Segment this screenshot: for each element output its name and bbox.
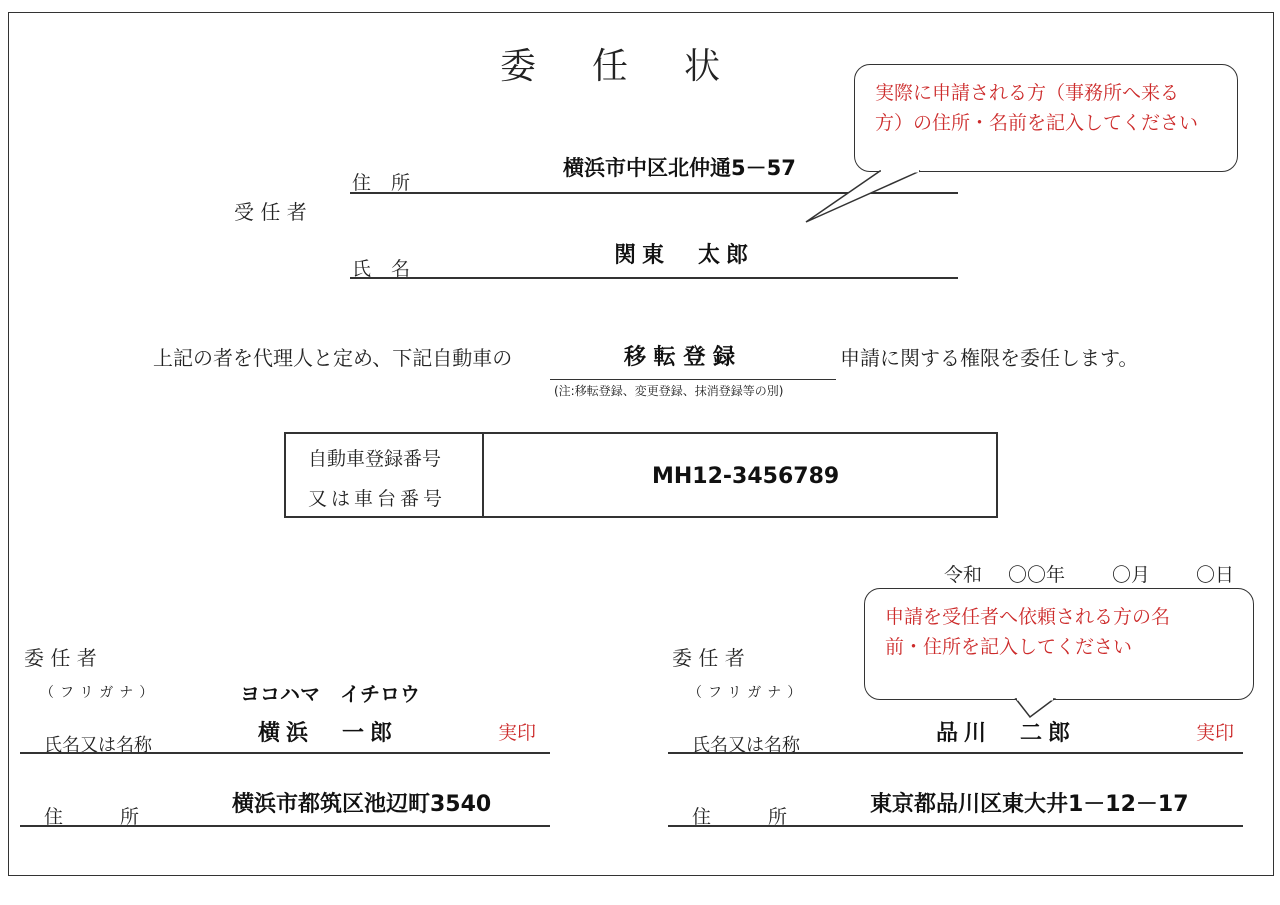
registration-type: 移 転 登 録	[624, 345, 735, 370]
principal-right-address-value: 東京都品川区東大井1－12－17	[870, 792, 1189, 817]
vehicle-label-line2: 又は車台番号	[308, 488, 447, 510]
title-char: 委	[499, 46, 536, 87]
vehicle-label-line1: 自動車登録番号	[308, 448, 442, 470]
callout-agent-line2: 方）の住所・名前を記入してください	[875, 112, 1199, 134]
registration-type-note: (注:移転登録、変更登録、抹消登録等の別)	[554, 384, 784, 398]
title-char: 任	[591, 46, 628, 87]
callout-agent-line1: 実際に申請される方（事務所へ来る	[875, 82, 1180, 104]
date-day: 〇日	[1196, 564, 1235, 586]
title-char: 状	[684, 46, 721, 87]
principal-right-furigana-label: （フリガナ）	[688, 685, 808, 701]
delegation-text-before: 上記の者を代理人と定め、下記自動車の	[153, 346, 513, 370]
vehicle-number-value: MH12-3456789	[652, 464, 840, 489]
principal-right-seal: 実印	[1196, 722, 1235, 744]
agent-address-value: 横浜市中区北仲通5－57	[563, 156, 796, 180]
principal-left-seal: 実印	[498, 722, 537, 744]
principal-right-name-value: 品川 二郎	[936, 721, 1077, 746]
agent-name-value: 関東 太郎	[614, 243, 755, 268]
principal-left-furigana-label: （フリガナ）	[40, 685, 160, 701]
principal-left-name-label: 氏名又は名称	[44, 735, 152, 756]
principal-left-furigana-value: ヨコハマ イチロウ	[240, 682, 420, 706]
callout-principal-line1: 申請を受任者へ依頼される方の名	[885, 606, 1171, 628]
agent-label: 受 任 者	[234, 200, 307, 224]
delegation-text-after: 申請に関する権限を委任します。	[840, 346, 1139, 370]
principal-right-address-label: 住 所	[692, 806, 788, 828]
date-era: 令和	[944, 564, 983, 586]
date-year: 〇〇年	[1008, 564, 1066, 586]
agent-name-label: 氏 名	[352, 258, 411, 280]
principal-left-address-label: 住 所	[44, 806, 140, 828]
date-month: 〇月	[1112, 564, 1151, 586]
principal-left-label: 委 任 者	[24, 646, 97, 670]
principal-left-name-value: 横浜 一郎	[258, 721, 399, 746]
agent-address-label: 住 所	[352, 172, 411, 194]
principal-right-name-label: 氏名又は名称	[692, 735, 800, 756]
principal-right-label: 委 任 者	[672, 646, 745, 670]
callout-principal-line2: 前・住所を記入してください	[885, 636, 1133, 658]
principal-left-address-value: 横浜市都筑区池辺町3540	[232, 792, 492, 817]
